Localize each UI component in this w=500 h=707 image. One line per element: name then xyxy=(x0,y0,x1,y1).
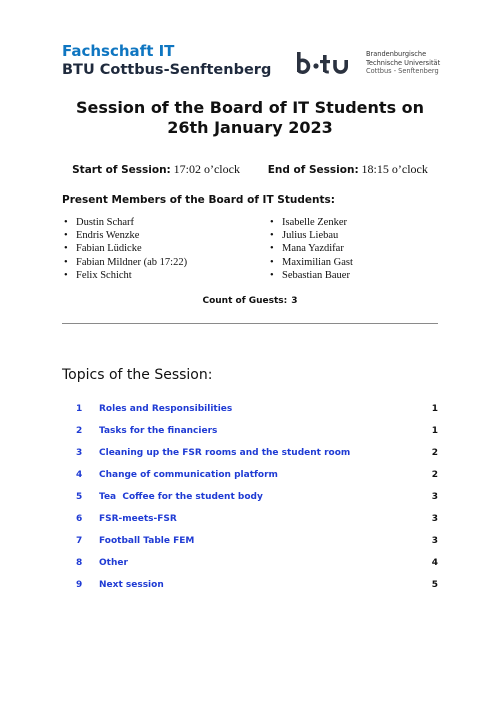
toc-link[interactable]: Roles and Responsibilities xyxy=(99,404,233,414)
brand-subtitle: BTU Cottbus-Senftenberg xyxy=(62,62,272,78)
member-item: • Julius Liebau xyxy=(268,229,353,242)
section-divider xyxy=(62,323,438,324)
toc-page: 1 xyxy=(431,404,438,414)
title-line-1: Session of the Board of IT Students on xyxy=(75,98,425,117)
title-line-2: 26th January 2023 xyxy=(167,118,333,137)
table-of-contents xyxy=(62,398,438,596)
toc-link[interactable]: FSR-meets-FSR xyxy=(99,514,177,524)
start-value: 17:02 o’clock xyxy=(173,162,240,176)
university-name xyxy=(366,50,440,76)
start-label: Start of Session: xyxy=(72,164,171,176)
end-label: End of Session: xyxy=(267,164,359,176)
document-title xyxy=(0,98,500,138)
toc-number: 5 xyxy=(76,492,83,502)
toc-page: 5 xyxy=(431,580,438,590)
toc-entry-tea-coffee[interactable] xyxy=(62,486,438,508)
members-heading: Present Members of the Board of IT Students: xyxy=(62,194,335,206)
toc-page: 3 xyxy=(431,536,438,546)
toc-number: 2 xyxy=(76,426,83,436)
toc-entry-financiers[interactable] xyxy=(62,420,438,442)
toc-number: 9 xyxy=(76,580,83,590)
university-line-1: Brandenburgische xyxy=(366,50,427,58)
member-item: • Mana Yazdifar xyxy=(268,242,353,255)
toc-number: 4 xyxy=(76,470,83,480)
guest-count-label: Count of Guests: xyxy=(202,296,288,306)
toc-link[interactable]: Change of communication platform xyxy=(99,470,278,480)
toc-entry-cleaning[interactable] xyxy=(62,442,438,464)
toc-link[interactable]: Tea Coffee for the student body xyxy=(99,492,263,502)
toc-number: 8 xyxy=(76,558,83,568)
toc-number: 7 xyxy=(76,536,83,546)
toc-page: 3 xyxy=(431,514,438,524)
toc-page: 2 xyxy=(431,470,438,480)
member-item: • Endris Wenzke xyxy=(62,229,187,242)
member-item: • Sebastian Bauer xyxy=(268,269,353,282)
toc-page: 2 xyxy=(431,448,438,458)
end-value: 18:15 o’clock xyxy=(361,162,428,176)
toc-page: 4 xyxy=(431,558,438,568)
member-item: • Felix Schicht xyxy=(62,269,187,282)
guest-count-value: 3 xyxy=(291,296,298,306)
toc-number: 3 xyxy=(76,448,83,458)
faculty-brand xyxy=(62,42,271,80)
toc-link[interactable]: Other xyxy=(99,558,128,568)
university-line-3: Cottbus - Senftenberg xyxy=(366,67,439,76)
btu-logo-icon xyxy=(296,50,358,76)
member-item: • Fabian Mildner (ab 17:22) xyxy=(62,256,187,269)
toc-link[interactable]: Football Table FEM xyxy=(99,536,195,546)
guest-count xyxy=(0,296,500,306)
toc-entry-next-session[interactable] xyxy=(62,574,438,596)
member-item: • Maximilian Gast xyxy=(268,256,353,269)
member-item: • Dustin Scharf xyxy=(62,216,187,229)
members-list-right xyxy=(268,216,353,282)
brand-title: Fachschaft IT xyxy=(62,42,175,60)
member-item: • Isabelle Zenker xyxy=(268,216,353,229)
toc-entry-roles[interactable] xyxy=(62,398,438,420)
toc-link[interactable]: Next session xyxy=(99,580,164,590)
toc-number: 1 xyxy=(76,404,83,414)
toc-entry-other[interactable] xyxy=(62,552,438,574)
toc-link[interactable]: Cleaning up the FSR rooms and the student room xyxy=(99,448,351,458)
toc-entry-communication[interactable] xyxy=(62,464,438,486)
toc-page: 3 xyxy=(431,492,438,502)
members-list-left xyxy=(62,216,187,282)
toc-entry-fsr-meets-fsr[interactable] xyxy=(62,508,438,530)
toc-page: 1 xyxy=(431,426,438,436)
session-times xyxy=(0,162,500,177)
university-line-2: Technische Universität xyxy=(366,58,441,67)
toc-number: 6 xyxy=(76,514,83,524)
toc-entry-football-table[interactable] xyxy=(62,530,438,552)
topics-heading: Topics of the Session: xyxy=(62,367,213,383)
toc-link[interactable]: Tasks for the financiers xyxy=(99,426,218,436)
member-item: • Fabian Lüdicke xyxy=(62,242,187,255)
